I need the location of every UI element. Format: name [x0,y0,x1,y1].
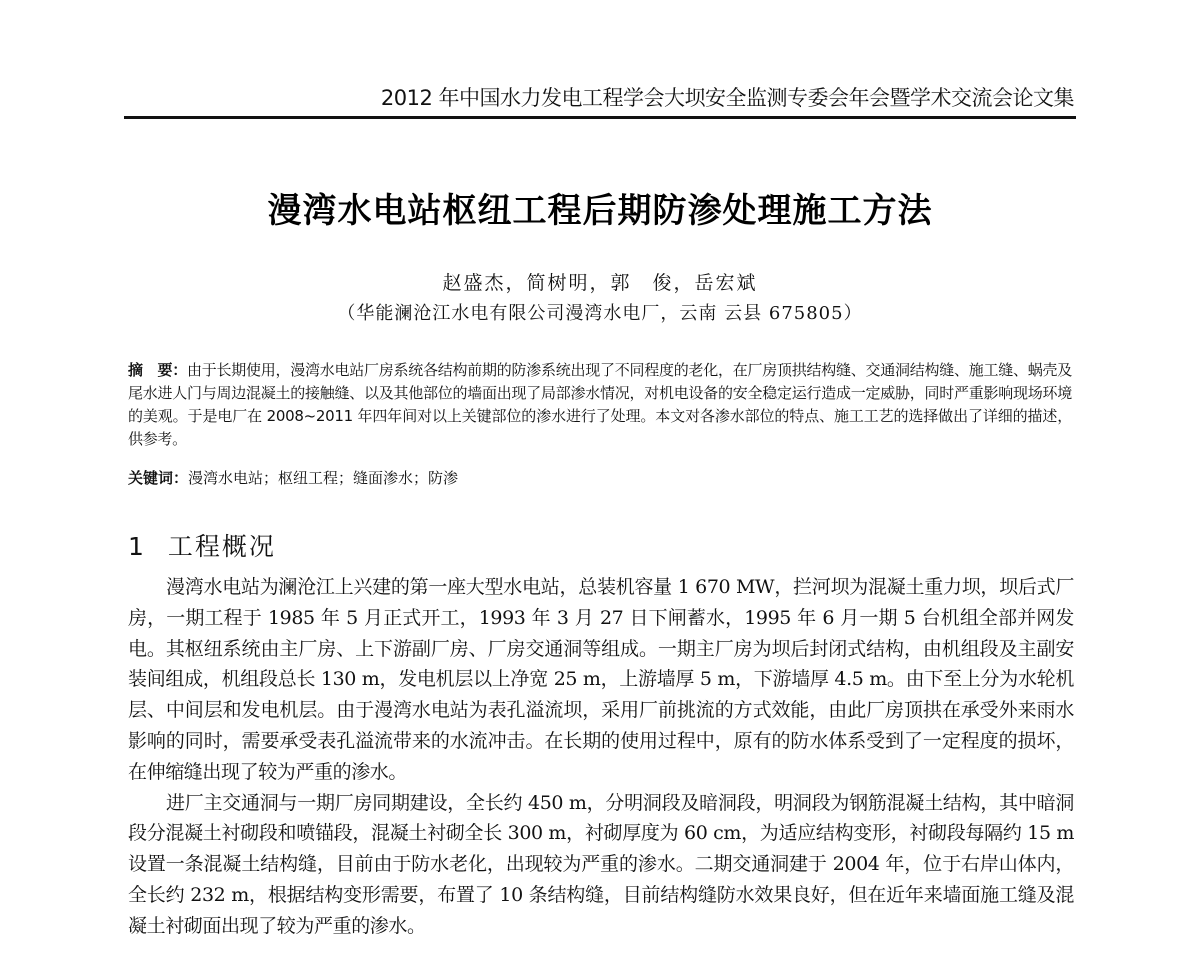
keywords [128,467,1072,490]
paper-title: 漫湾水电站枢纽工程后期防渗处理施工方法 [267,191,933,231]
abstract-label: 摘 要： [128,361,188,379]
section-heading [128,527,276,563]
keywords-text: 漫湾水电站；枢纽工程；缝面渗水；防渗 [188,469,459,487]
keywords-label: 关键词： [128,469,189,487]
affiliation: （华能澜沧江水电有限公司漫湾水电厂，云南 云县 675805） [337,303,863,324]
authors: 赵盛杰，简树明，郭 俊，岳宏斌 [442,272,758,294]
abstract [128,359,1072,451]
section-number: 1 [128,532,146,561]
section-title: 工程概况 [167,532,276,561]
section-body [128,572,1074,942]
body-paragraph: 漫湾水电站为澜沧江上兴建的第一座大型水电站，总装机容量 1 670 MW，拦河坝为混凝土重力坝，坝后式厂房，一期工程于 1985 年 5 月正式开工，1993 年 3 月 27 日下闸蓄水，1995 年 6 月一期 5 台机组全部并网发电。其枢纽系统由主厂房、上下游副厂房、厂房交通洞等组成。一期主厂房为坝后封闭式结构，由机组段及主副安装间组成，机组段总长 130 m，发电机层以上净宽 25 m，上游墙厚 5 m，下游墙厚 4.5 m。由下至上分为水轮机层、中间层和发电机层。由于漫湾水电站为表孔溢流坝，采用厂前挑流的方式效能，由此厂房顶拱在承受外来雨水影响的同时，需要承受表孔溢流带来的水流冲击。在长期的使用过程中，原有的防水体系受到了一定程度的损坏，在伸缩缝出现了较为严重的渗水。 [128,576,1074,783]
running-header: 2012 年中国水力发电工程学会大坝安全监测专委会年会暨学术交流会论文集 [380,86,1074,110]
abstract-text: 由于长期使用，漫湾水电站厂房系统各结构前期的防渗系统出现了不同程度的老化，在厂房顶拱结构缝、交通洞结构缝、施工缝、蜗壳及尾水进人门与周边混凝土的接触缝、以及其他部位的墙面出现了局部渗水情况，对机电设备的安全稳定运行造成一定威胁，同时严重影响现场环境的美观。于是电厂在 2008~2011 年四年间对以上关键部位的渗水进行了处理。本文对各渗水部位的特点、施工工艺的选择做出了详细的描述，供参考。 [128,361,1072,448]
header-rule [124,116,1076,119]
body-paragraph: 进厂主交通洞与一期厂房同期建设，全长约 450 m，分明洞段及暗洞段，明洞段为钢筋混凝土结构，其中暗洞段分混凝土衬砌段和喷锚段，混凝土衬砌全长 300 m，衬砌厚度为 60 cm，为适应结构变形，衬砌段每隔约 15 m 设置一条混凝土结构缝，目前由于防水老化，出现较为严重的渗水。二期交通洞建于 2004 年，位于右岸山体内，全长约 232 m，根据结构变形需要，布置了 10 条结构缝，目前结构缝防水效果良好，但在近年来墙面施工缝及混凝土衬砌面出现了较为严重的渗水。 [128,791,1074,937]
